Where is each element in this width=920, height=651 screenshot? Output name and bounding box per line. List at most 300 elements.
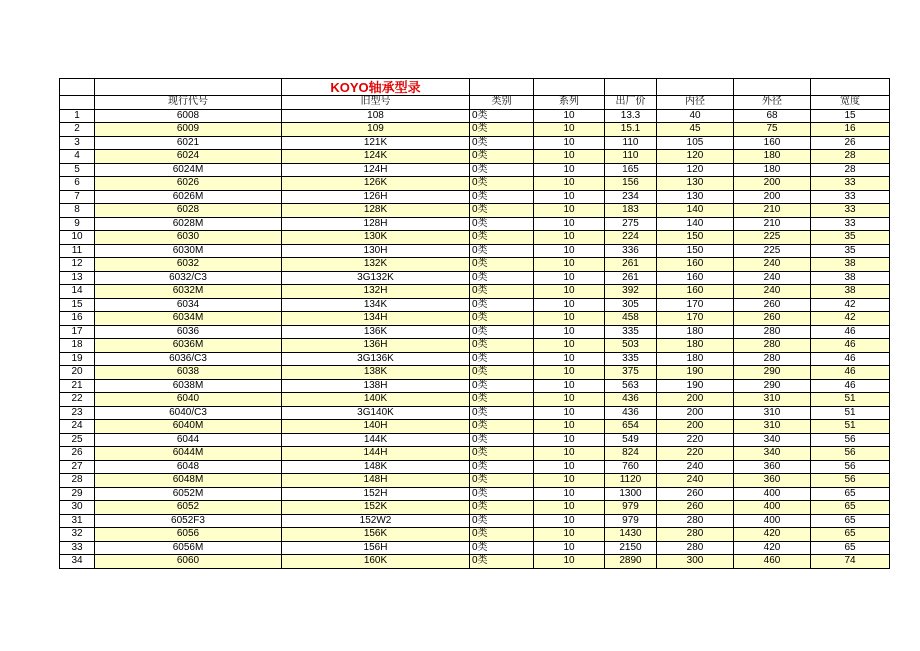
category-cell[interactable]: 0类 — [470, 109, 534, 123]
old-model-cell[interactable]: 109 — [282, 123, 470, 137]
inner-diameter-cell[interactable]: 220 — [657, 433, 734, 447]
factory-price-cell[interactable]: 110 — [605, 136, 657, 150]
current-code-cell[interactable]: 6036 — [95, 325, 282, 339]
row-index-cell[interactable]: 25 — [60, 433, 95, 447]
cell[interactable] — [605, 79, 657, 96]
series-cell[interactable]: 10 — [534, 501, 605, 515]
inner-diameter-cell[interactable]: 180 — [657, 325, 734, 339]
current-code-cell[interactable]: 6028 — [95, 204, 282, 218]
inner-diameter-cell[interactable]: 160 — [657, 285, 734, 299]
inner-diameter-cell[interactable]: 170 — [657, 298, 734, 312]
width-cell[interactable]: 15 — [811, 109, 890, 123]
factory-price-cell[interactable]: 156 — [605, 177, 657, 191]
cell[interactable] — [734, 79, 811, 96]
factory-price-cell[interactable]: 824 — [605, 447, 657, 461]
category-cell[interactable]: 0类 — [470, 393, 534, 407]
row-index-cell[interactable]: 19 — [60, 352, 95, 366]
factory-price-cell[interactable]: 335 — [605, 352, 657, 366]
row-index-cell[interactable]: 23 — [60, 406, 95, 420]
current-code-cell[interactable]: 6052F3 — [95, 514, 282, 528]
series-cell[interactable]: 10 — [534, 555, 605, 569]
current-code-cell[interactable]: 6009 — [95, 123, 282, 137]
current-code-cell[interactable]: 6024M — [95, 163, 282, 177]
current-code-cell[interactable]: 6044M — [95, 447, 282, 461]
current-code-cell[interactable]: 6048 — [95, 460, 282, 474]
row-index-cell[interactable]: 7 — [60, 190, 95, 204]
width-cell[interactable]: 46 — [811, 339, 890, 353]
series-cell[interactable]: 10 — [534, 271, 605, 285]
inner-diameter-cell[interactable]: 260 — [657, 501, 734, 515]
factory-price-cell[interactable]: 183 — [605, 204, 657, 218]
factory-price-cell[interactable]: 261 — [605, 271, 657, 285]
inner-diameter-cell[interactable]: 240 — [657, 460, 734, 474]
row-index-cell[interactable]: 15 — [60, 298, 95, 312]
current-code-cell[interactable]: 6036M — [95, 339, 282, 353]
width-cell[interactable]: 56 — [811, 433, 890, 447]
current-code-cell[interactable]: 6044 — [95, 433, 282, 447]
series-cell[interactable]: 10 — [534, 541, 605, 555]
category-cell[interactable]: 0类 — [470, 339, 534, 353]
category-cell[interactable]: 0类 — [470, 541, 534, 555]
inner-diameter-cell[interactable]: 280 — [657, 541, 734, 555]
old-model-cell[interactable]: 134K — [282, 298, 470, 312]
width-cell[interactable]: 46 — [811, 366, 890, 380]
factory-price-cell[interactable]: 305 — [605, 298, 657, 312]
width-cell[interactable]: 35 — [811, 244, 890, 258]
outer-diameter-cell[interactable]: 280 — [734, 339, 811, 353]
factory-price-cell[interactable]: 165 — [605, 163, 657, 177]
current-code-cell[interactable]: 6026 — [95, 177, 282, 191]
inner-diameter-cell[interactable]: 180 — [657, 352, 734, 366]
outer-diameter-cell[interactable]: 260 — [734, 312, 811, 326]
width-cell[interactable]: 56 — [811, 474, 890, 488]
row-index-cell[interactable]: 17 — [60, 325, 95, 339]
inner-diameter-cell[interactable]: 130 — [657, 190, 734, 204]
factory-price-cell[interactable]: 1120 — [605, 474, 657, 488]
inner-diameter-cell[interactable]: 260 — [657, 487, 734, 501]
category-cell[interactable]: 0类 — [470, 285, 534, 299]
row-index-cell[interactable]: 6 — [60, 177, 95, 191]
outer-diameter-cell[interactable]: 240 — [734, 258, 811, 272]
inner-diameter-cell[interactable]: 120 — [657, 163, 734, 177]
width-cell[interactable]: 51 — [811, 406, 890, 420]
outer-diameter-cell[interactable]: 200 — [734, 190, 811, 204]
width-cell[interactable]: 42 — [811, 312, 890, 326]
header-series[interactable]: 系列 — [534, 96, 605, 110]
width-cell[interactable]: 28 — [811, 150, 890, 164]
row-index-cell[interactable]: 30 — [60, 501, 95, 515]
outer-diameter-cell[interactable]: 225 — [734, 244, 811, 258]
outer-diameter-cell[interactable]: 400 — [734, 514, 811, 528]
current-code-cell[interactable]: 6040/C3 — [95, 406, 282, 420]
header-outer-diameter[interactable]: 外径 — [734, 96, 811, 110]
factory-price-cell[interactable]: 13.3 — [605, 109, 657, 123]
category-cell[interactable]: 0类 — [470, 298, 534, 312]
row-index-cell[interactable]: 16 — [60, 312, 95, 326]
series-cell[interactable]: 10 — [534, 109, 605, 123]
inner-diameter-cell[interactable]: 40 — [657, 109, 734, 123]
category-cell[interactable]: 0类 — [470, 231, 534, 245]
row-index-cell[interactable]: 20 — [60, 366, 95, 380]
outer-diameter-cell[interactable]: 420 — [734, 528, 811, 542]
series-cell[interactable]: 10 — [534, 325, 605, 339]
width-cell[interactable]: 46 — [811, 352, 890, 366]
series-cell[interactable]: 10 — [534, 123, 605, 137]
outer-diameter-cell[interactable]: 460 — [734, 555, 811, 569]
series-cell[interactable]: 10 — [534, 163, 605, 177]
factory-price-cell[interactable]: 392 — [605, 285, 657, 299]
row-index-cell[interactable]: 10 — [60, 231, 95, 245]
header-old-model[interactable]: 旧型号 — [282, 96, 470, 110]
factory-price-cell[interactable]: 458 — [605, 312, 657, 326]
header-inner-diameter[interactable]: 内径 — [657, 96, 734, 110]
row-index-cell[interactable]: 5 — [60, 163, 95, 177]
category-cell[interactable]: 0类 — [470, 514, 534, 528]
old-model-cell[interactable]: 160K — [282, 555, 470, 569]
old-model-cell[interactable]: 3G132K — [282, 271, 470, 285]
series-cell[interactable]: 10 — [534, 433, 605, 447]
outer-diameter-cell[interactable]: 280 — [734, 352, 811, 366]
old-model-cell[interactable]: 152H — [282, 487, 470, 501]
category-cell[interactable]: 0类 — [470, 163, 534, 177]
outer-diameter-cell[interactable]: 210 — [734, 204, 811, 218]
inner-diameter-cell[interactable]: 280 — [657, 514, 734, 528]
series-cell[interactable]: 10 — [534, 379, 605, 393]
row-index-cell[interactable]: 24 — [60, 420, 95, 434]
category-cell[interactable]: 0类 — [470, 190, 534, 204]
outer-diameter-cell[interactable]: 310 — [734, 420, 811, 434]
current-code-cell[interactable]: 6028M — [95, 217, 282, 231]
current-code-cell[interactable]: 6021 — [95, 136, 282, 150]
inner-diameter-cell[interactable]: 280 — [657, 528, 734, 542]
factory-price-cell[interactable]: 335 — [605, 325, 657, 339]
old-model-cell[interactable]: 130K — [282, 231, 470, 245]
outer-diameter-cell[interactable]: 68 — [734, 109, 811, 123]
old-model-cell[interactable]: 144H — [282, 447, 470, 461]
outer-diameter-cell[interactable]: 310 — [734, 393, 811, 407]
inner-diameter-cell[interactable]: 160 — [657, 258, 734, 272]
category-cell[interactable]: 0类 — [470, 420, 534, 434]
old-model-cell[interactable]: 156K — [282, 528, 470, 542]
factory-price-cell[interactable]: 15.1 — [605, 123, 657, 137]
outer-diameter-cell[interactable]: 340 — [734, 447, 811, 461]
inner-diameter-cell[interactable]: 140 — [657, 204, 734, 218]
row-index-cell[interactable]: 33 — [60, 541, 95, 555]
inner-diameter-cell[interactable]: 130 — [657, 177, 734, 191]
old-model-cell[interactable]: 148H — [282, 474, 470, 488]
old-model-cell[interactable]: 126K — [282, 177, 470, 191]
inner-diameter-cell[interactable]: 190 — [657, 366, 734, 380]
series-cell[interactable]: 10 — [534, 177, 605, 191]
factory-price-cell[interactable]: 654 — [605, 420, 657, 434]
category-cell[interactable]: 0类 — [470, 177, 534, 191]
row-index-cell[interactable]: 26 — [60, 447, 95, 461]
category-cell[interactable]: 0类 — [470, 528, 534, 542]
category-cell[interactable]: 0类 — [470, 447, 534, 461]
width-cell[interactable]: 65 — [811, 541, 890, 555]
inner-diameter-cell[interactable]: 105 — [657, 136, 734, 150]
cell[interactable] — [534, 79, 605, 96]
width-cell[interactable]: 28 — [811, 163, 890, 177]
current-code-cell[interactable]: 6048M — [95, 474, 282, 488]
cell[interactable] — [95, 79, 282, 96]
row-index-cell[interactable]: 27 — [60, 460, 95, 474]
current-code-cell[interactable]: 6056 — [95, 528, 282, 542]
category-cell[interactable]: 0类 — [470, 352, 534, 366]
outer-diameter-cell[interactable]: 400 — [734, 487, 811, 501]
old-model-cell[interactable]: 136H — [282, 339, 470, 353]
category-cell[interactable]: 0类 — [470, 406, 534, 420]
series-cell[interactable]: 10 — [534, 352, 605, 366]
inner-diameter-cell[interactable]: 200 — [657, 420, 734, 434]
outer-diameter-cell[interactable]: 240 — [734, 271, 811, 285]
factory-price-cell[interactable]: 224 — [605, 231, 657, 245]
old-model-cell[interactable]: 140H — [282, 420, 470, 434]
inner-diameter-cell[interactable]: 200 — [657, 406, 734, 420]
current-code-cell[interactable]: 6060 — [95, 555, 282, 569]
old-model-cell[interactable]: 148K — [282, 460, 470, 474]
inner-diameter-cell[interactable]: 190 — [657, 379, 734, 393]
inner-diameter-cell[interactable]: 170 — [657, 312, 734, 326]
series-cell[interactable]: 10 — [534, 406, 605, 420]
outer-diameter-cell[interactable]: 160 — [734, 136, 811, 150]
old-model-cell[interactable]: 3G136K — [282, 352, 470, 366]
category-cell[interactable]: 0类 — [470, 244, 534, 258]
old-model-cell[interactable]: 128H — [282, 217, 470, 231]
outer-diameter-cell[interactable]: 200 — [734, 177, 811, 191]
factory-price-cell[interactable]: 760 — [605, 460, 657, 474]
current-code-cell[interactable]: 6026M — [95, 190, 282, 204]
inner-diameter-cell[interactable]: 240 — [657, 474, 734, 488]
row-index-cell[interactable]: 11 — [60, 244, 95, 258]
width-cell[interactable]: 65 — [811, 501, 890, 515]
row-index-cell[interactable]: 28 — [60, 474, 95, 488]
factory-price-cell[interactable]: 261 — [605, 258, 657, 272]
inner-diameter-cell[interactable]: 300 — [657, 555, 734, 569]
current-code-cell[interactable]: 6034 — [95, 298, 282, 312]
inner-diameter-cell[interactable]: 120 — [657, 150, 734, 164]
inner-diameter-cell[interactable]: 180 — [657, 339, 734, 353]
row-index-cell[interactable]: 1 — [60, 109, 95, 123]
outer-diameter-cell[interactable]: 210 — [734, 217, 811, 231]
outer-diameter-cell[interactable]: 290 — [734, 366, 811, 380]
series-cell[interactable]: 10 — [534, 487, 605, 501]
current-code-cell[interactable]: 6032/C3 — [95, 271, 282, 285]
series-cell[interactable]: 10 — [534, 528, 605, 542]
width-cell[interactable]: 46 — [811, 325, 890, 339]
old-model-cell[interactable]: 152W2 — [282, 514, 470, 528]
table-title[interactable]: KOYO轴承型录 — [282, 79, 470, 96]
width-cell[interactable]: 38 — [811, 271, 890, 285]
old-model-cell[interactable]: 138K — [282, 366, 470, 380]
old-model-cell[interactable]: 108 — [282, 109, 470, 123]
header-index[interactable] — [60, 96, 95, 110]
series-cell[interactable]: 10 — [534, 312, 605, 326]
category-cell[interactable]: 0类 — [470, 379, 534, 393]
series-cell[interactable]: 10 — [534, 474, 605, 488]
current-code-cell[interactable]: 6056M — [95, 541, 282, 555]
old-model-cell[interactable]: 3G140K — [282, 406, 470, 420]
width-cell[interactable]: 51 — [811, 393, 890, 407]
old-model-cell[interactable]: 128K — [282, 204, 470, 218]
current-code-cell[interactable]: 6030M — [95, 244, 282, 258]
header-current-code[interactable]: 现行代号 — [95, 96, 282, 110]
width-cell[interactable]: 16 — [811, 123, 890, 137]
old-model-cell[interactable]: 132K — [282, 258, 470, 272]
category-cell[interactable]: 0类 — [470, 555, 534, 569]
series-cell[interactable]: 10 — [534, 339, 605, 353]
factory-price-cell[interactable]: 1430 — [605, 528, 657, 542]
row-index-cell[interactable]: 32 — [60, 528, 95, 542]
cell[interactable] — [811, 79, 890, 96]
row-index-cell[interactable]: 8 — [60, 204, 95, 218]
outer-diameter-cell[interactable]: 400 — [734, 501, 811, 515]
old-model-cell[interactable]: 152K — [282, 501, 470, 515]
category-cell[interactable]: 0类 — [470, 433, 534, 447]
old-model-cell[interactable]: 134H — [282, 312, 470, 326]
factory-price-cell[interactable]: 549 — [605, 433, 657, 447]
old-model-cell[interactable]: 124K — [282, 150, 470, 164]
series-cell[interactable]: 10 — [534, 190, 605, 204]
width-cell[interactable]: 46 — [811, 379, 890, 393]
category-cell[interactable]: 0类 — [470, 474, 534, 488]
width-cell[interactable]: 65 — [811, 487, 890, 501]
outer-diameter-cell[interactable]: 420 — [734, 541, 811, 555]
category-cell[interactable]: 0类 — [470, 204, 534, 218]
series-cell[interactable]: 10 — [534, 393, 605, 407]
current-code-cell[interactable]: 6040M — [95, 420, 282, 434]
row-index-cell[interactable]: 13 — [60, 271, 95, 285]
row-index-cell[interactable]: 14 — [60, 285, 95, 299]
series-cell[interactable]: 10 — [534, 447, 605, 461]
old-model-cell[interactable]: 121K — [282, 136, 470, 150]
current-code-cell[interactable]: 6052 — [95, 501, 282, 515]
category-cell[interactable]: 0类 — [470, 312, 534, 326]
old-model-cell[interactable]: 124H — [282, 163, 470, 177]
old-model-cell[interactable]: 130H — [282, 244, 470, 258]
outer-diameter-cell[interactable]: 310 — [734, 406, 811, 420]
row-index-cell[interactable]: 4 — [60, 150, 95, 164]
inner-diameter-cell[interactable]: 200 — [657, 393, 734, 407]
series-cell[interactable]: 10 — [534, 460, 605, 474]
width-cell[interactable]: 26 — [811, 136, 890, 150]
width-cell[interactable]: 35 — [811, 231, 890, 245]
width-cell[interactable]: 33 — [811, 177, 890, 191]
outer-diameter-cell[interactable]: 360 — [734, 460, 811, 474]
series-cell[interactable]: 10 — [534, 420, 605, 434]
width-cell[interactable]: 56 — [811, 460, 890, 474]
factory-price-cell[interactable]: 234 — [605, 190, 657, 204]
outer-diameter-cell[interactable]: 290 — [734, 379, 811, 393]
current-code-cell[interactable]: 6024 — [95, 150, 282, 164]
inner-diameter-cell[interactable]: 140 — [657, 217, 734, 231]
current-code-cell[interactable]: 6032 — [95, 258, 282, 272]
current-code-cell[interactable]: 6034M — [95, 312, 282, 326]
old-model-cell[interactable]: 140K — [282, 393, 470, 407]
width-cell[interactable]: 56 — [811, 447, 890, 461]
factory-price-cell[interactable]: 436 — [605, 393, 657, 407]
row-index-cell[interactable]: 18 — [60, 339, 95, 353]
outer-diameter-cell[interactable]: 180 — [734, 163, 811, 177]
category-cell[interactable]: 0类 — [470, 325, 534, 339]
factory-price-cell[interactable]: 375 — [605, 366, 657, 380]
header-factory-price[interactable]: 出厂价 — [605, 96, 657, 110]
outer-diameter-cell[interactable]: 180 — [734, 150, 811, 164]
current-code-cell[interactable]: 6038M — [95, 379, 282, 393]
header-category[interactable]: 类别 — [470, 96, 534, 110]
outer-diameter-cell[interactable]: 360 — [734, 474, 811, 488]
factory-price-cell[interactable]: 336 — [605, 244, 657, 258]
current-code-cell[interactable]: 6030 — [95, 231, 282, 245]
current-code-cell[interactable]: 6052M — [95, 487, 282, 501]
category-cell[interactable]: 0类 — [470, 366, 534, 380]
width-cell[interactable]: 38 — [811, 285, 890, 299]
current-code-cell[interactable]: 6040 — [95, 393, 282, 407]
factory-price-cell[interactable]: 2150 — [605, 541, 657, 555]
cell[interactable] — [657, 79, 734, 96]
series-cell[interactable]: 10 — [534, 514, 605, 528]
series-cell[interactable]: 10 — [534, 136, 605, 150]
width-cell[interactable]: 42 — [811, 298, 890, 312]
inner-diameter-cell[interactable]: 45 — [657, 123, 734, 137]
category-cell[interactable]: 0类 — [470, 460, 534, 474]
row-index-cell[interactable]: 22 — [60, 393, 95, 407]
old-model-cell[interactable]: 138H — [282, 379, 470, 393]
width-cell[interactable]: 33 — [811, 190, 890, 204]
outer-diameter-cell[interactable]: 240 — [734, 285, 811, 299]
factory-price-cell[interactable]: 436 — [605, 406, 657, 420]
series-cell[interactable]: 10 — [534, 298, 605, 312]
width-cell[interactable]: 74 — [811, 555, 890, 569]
outer-diameter-cell[interactable]: 75 — [734, 123, 811, 137]
width-cell[interactable]: 65 — [811, 528, 890, 542]
width-cell[interactable]: 33 — [811, 217, 890, 231]
current-code-cell[interactable]: 6032M — [95, 285, 282, 299]
factory-price-cell[interactable]: 110 — [605, 150, 657, 164]
width-cell[interactable]: 65 — [811, 514, 890, 528]
factory-price-cell[interactable]: 503 — [605, 339, 657, 353]
category-cell[interactable]: 0类 — [470, 487, 534, 501]
row-index-cell[interactable]: 12 — [60, 258, 95, 272]
factory-price-cell[interactable]: 563 — [605, 379, 657, 393]
category-cell[interactable]: 0类 — [470, 150, 534, 164]
row-index-cell[interactable]: 9 — [60, 217, 95, 231]
inner-diameter-cell[interactable]: 220 — [657, 447, 734, 461]
factory-price-cell[interactable]: 1300 — [605, 487, 657, 501]
current-code-cell[interactable]: 6038 — [95, 366, 282, 380]
outer-diameter-cell[interactable]: 340 — [734, 433, 811, 447]
series-cell[interactable]: 10 — [534, 366, 605, 380]
series-cell[interactable]: 10 — [534, 285, 605, 299]
row-index-cell[interactable]: 2 — [60, 123, 95, 137]
inner-diameter-cell[interactable]: 150 — [657, 231, 734, 245]
current-code-cell[interactable]: 6008 — [95, 109, 282, 123]
series-cell[interactable]: 10 — [534, 217, 605, 231]
outer-diameter-cell[interactable]: 280 — [734, 325, 811, 339]
series-cell[interactable]: 10 — [534, 150, 605, 164]
row-index-cell[interactable]: 3 — [60, 136, 95, 150]
series-cell[interactable]: 10 — [534, 258, 605, 272]
series-cell[interactable]: 10 — [534, 244, 605, 258]
row-index-cell[interactable]: 34 — [60, 555, 95, 569]
outer-diameter-cell[interactable]: 260 — [734, 298, 811, 312]
current-code-cell[interactable]: 6036/C3 — [95, 352, 282, 366]
series-cell[interactable]: 10 — [534, 204, 605, 218]
row-index-cell[interactable]: 29 — [60, 487, 95, 501]
old-model-cell[interactable]: 144K — [282, 433, 470, 447]
row-index-cell[interactable]: 21 — [60, 379, 95, 393]
width-cell[interactable]: 38 — [811, 258, 890, 272]
